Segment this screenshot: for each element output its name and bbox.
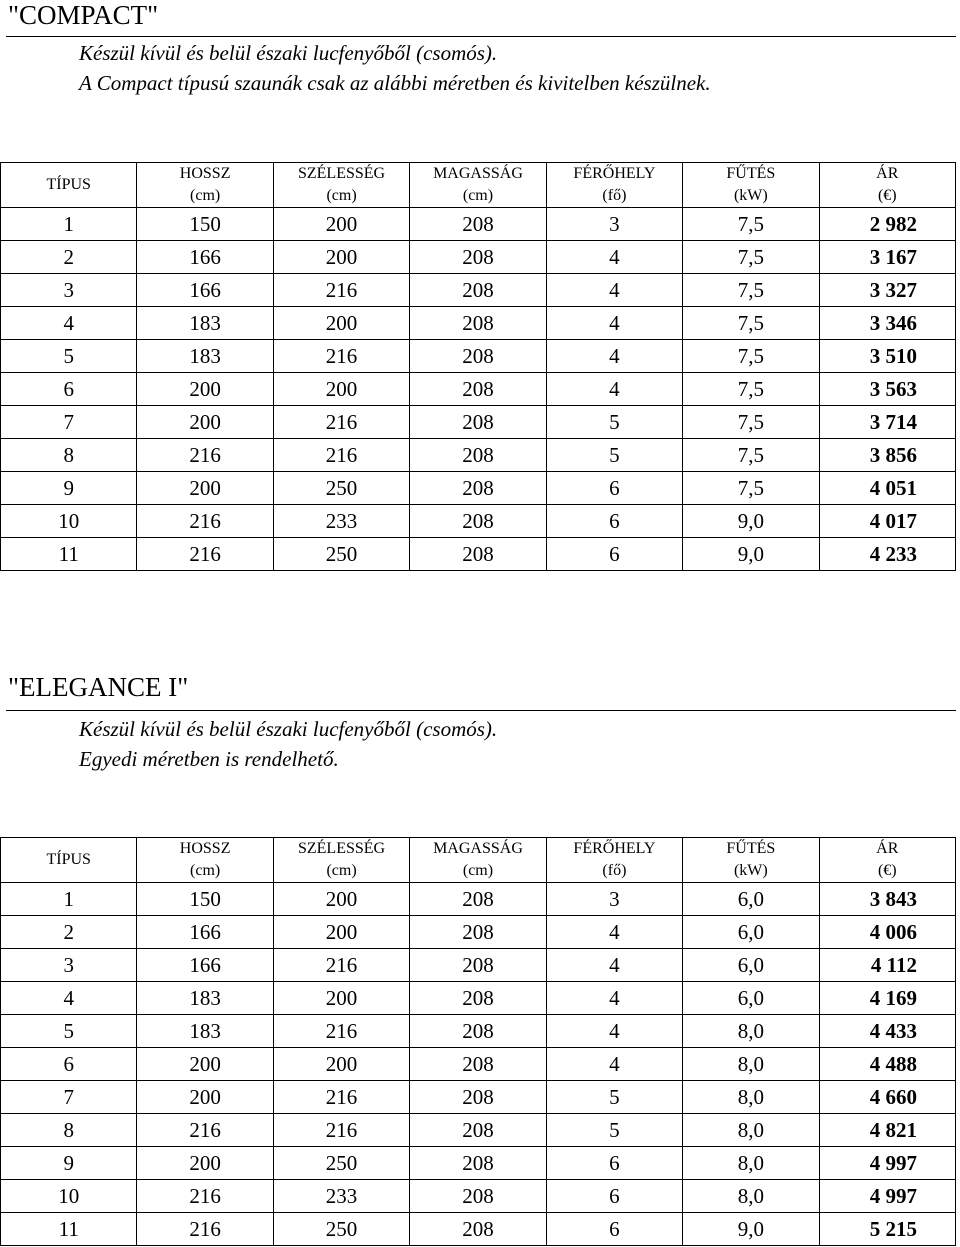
- table-cell: 150: [137, 883, 273, 916]
- table-cell: 166: [137, 241, 273, 274]
- table-cell: 4: [546, 949, 682, 982]
- column-header-name: ÁR: [876, 165, 899, 182]
- table-cell: 2: [1, 916, 137, 949]
- table-cell: 4: [546, 340, 682, 373]
- table-cell: 216: [137, 439, 273, 472]
- column-header-unit: (cm): [462, 187, 494, 204]
- table-cell: 208: [410, 208, 546, 241]
- table-cell: 208: [410, 1114, 546, 1147]
- table-cell: 208: [410, 1081, 546, 1114]
- table-row: [1, 1015, 956, 1048]
- table-cell: 166: [137, 916, 273, 949]
- table-cell: 7: [1, 406, 137, 439]
- table-cell: 4: [546, 916, 682, 949]
- table-cell: 8,0: [683, 1081, 819, 1114]
- table-cell: 208: [410, 949, 546, 982]
- compact-title-rule: [6, 36, 956, 37]
- price-cell: 5 215: [819, 1213, 955, 1246]
- table-cell: 8,0: [683, 1180, 819, 1213]
- table-cell: 1: [1, 208, 137, 241]
- column-header: [1, 163, 137, 208]
- table-row: [1, 1213, 956, 1246]
- table-cell: 9: [1, 472, 137, 505]
- table-cell: 216: [273, 1114, 409, 1147]
- table-cell: 5: [546, 439, 682, 472]
- table-cell: 250: [273, 1147, 409, 1180]
- price-cell: 4 488: [819, 1048, 955, 1081]
- table-header-row: [1, 163, 956, 208]
- table-cell: 4: [1, 982, 137, 1015]
- table-cell: 208: [410, 1213, 546, 1246]
- column-header-unit: (fő): [602, 187, 627, 204]
- column-header: [546, 163, 682, 208]
- table-row: [1, 505, 956, 538]
- table-cell: 11: [1, 538, 137, 571]
- table-cell: 8,0: [683, 1147, 819, 1180]
- column-header-name: FÉRŐHELY: [573, 840, 656, 857]
- table-row: [1, 472, 956, 505]
- table-cell: 5: [1, 340, 137, 373]
- table-cell: 7,5: [683, 241, 819, 274]
- table-header-row: [1, 838, 956, 883]
- column-header-name: SZÉLESSÉG: [297, 165, 386, 182]
- column-header: [137, 838, 273, 883]
- table-cell: 216: [273, 1081, 409, 1114]
- table-cell: 208: [410, 883, 546, 916]
- table-row: [1, 439, 956, 472]
- column-header-name: MAGASSÁG: [433, 840, 523, 857]
- table-cell: 216: [273, 274, 409, 307]
- elegance-description-line: Egyedi méretben is rendelhető.: [79, 747, 339, 771]
- column-header: [410, 838, 546, 883]
- table-cell: 200: [273, 1048, 409, 1081]
- price-cell: 3 714: [819, 406, 955, 439]
- table-cell: 208: [410, 439, 546, 472]
- table-cell: 208: [410, 472, 546, 505]
- column-header: [273, 838, 409, 883]
- column-header-unit: (fő): [602, 862, 627, 879]
- price-cell: 3 843: [819, 883, 955, 916]
- table-cell: 7,5: [683, 472, 819, 505]
- table-cell: 7,5: [683, 439, 819, 472]
- table-cell: 208: [410, 340, 546, 373]
- table-cell: 8,0: [683, 1048, 819, 1081]
- column-header-name: FŰTÉS: [726, 165, 776, 182]
- elegance-title-rule: [6, 710, 956, 711]
- table-row: [1, 406, 956, 439]
- table-cell: 183: [137, 340, 273, 373]
- column-header-name: TÍPUS: [46, 176, 91, 193]
- table-cell: 7,5: [683, 307, 819, 340]
- table-cell: 8,0: [683, 1114, 819, 1147]
- column-header-name: MAGASSÁG: [433, 165, 523, 182]
- table-cell: 208: [410, 538, 546, 571]
- column-header-unit: (kW): [733, 187, 768, 204]
- table-row: [1, 1048, 956, 1081]
- table-cell: 4: [1, 307, 137, 340]
- table-cell: 200: [137, 406, 273, 439]
- price-cell: 3 167: [819, 241, 955, 274]
- table-cell: 9,0: [683, 505, 819, 538]
- price-cell: 3 346: [819, 307, 955, 340]
- price-cell: 3 327: [819, 274, 955, 307]
- elegance-price-table: [0, 837, 956, 1246]
- table-cell: 4: [546, 373, 682, 406]
- table-cell: 208: [410, 1048, 546, 1081]
- table-cell: 4: [546, 307, 682, 340]
- table-row: [1, 1180, 956, 1213]
- table-cell: 200: [137, 1081, 273, 1114]
- column-header: [273, 163, 409, 208]
- table-cell: 216: [137, 1114, 273, 1147]
- table-cell: 9,0: [683, 1213, 819, 1246]
- table-cell: 208: [410, 274, 546, 307]
- column-header-unit: (kW): [733, 862, 768, 879]
- table-cell: 183: [137, 982, 273, 1015]
- table-cell: 250: [273, 472, 409, 505]
- price-cell: 3 856: [819, 439, 955, 472]
- column-header-name: TÍPUS: [46, 851, 91, 868]
- column-header: [683, 838, 819, 883]
- price-cell: 4 006: [819, 916, 955, 949]
- table-row: [1, 949, 956, 982]
- column-header-unit: (cm): [462, 862, 494, 879]
- column-header-name: FÉRŐHELY: [573, 165, 656, 182]
- compact-price-table: [0, 162, 956, 571]
- column-header-name: FŰTÉS: [726, 840, 776, 857]
- table-cell: 7: [1, 1081, 137, 1114]
- table-cell: 208: [410, 1147, 546, 1180]
- table-cell: 200: [137, 472, 273, 505]
- elegance-title: "ELEGANCE I": [8, 672, 189, 702]
- table-cell: 216: [273, 1015, 409, 1048]
- table-cell: 6: [546, 1180, 682, 1213]
- table-cell: 5: [1, 1015, 137, 1048]
- table-cell: 200: [137, 1147, 273, 1180]
- table-cell: 4: [546, 274, 682, 307]
- column-header: [1, 838, 137, 883]
- table-cell: 208: [410, 505, 546, 538]
- table-cell: 200: [273, 883, 409, 916]
- price-cell: 4 051: [819, 472, 955, 505]
- column-header-name: ÁR: [876, 840, 899, 857]
- price-cell: 4 017: [819, 505, 955, 538]
- table-cell: 183: [137, 1015, 273, 1048]
- price-cell: 4 997: [819, 1147, 955, 1180]
- table-cell: 208: [410, 982, 546, 1015]
- table-cell: 200: [273, 916, 409, 949]
- column-header-name: HOSSZ: [179, 840, 231, 857]
- column-header-name: SZÉLESSÉG: [297, 840, 386, 857]
- column-header-unit: (cm): [326, 187, 357, 204]
- table-cell: 8,0: [683, 1015, 819, 1048]
- column-header: [546, 838, 682, 883]
- compact-description-line: A Compact típusú szaunák csak az alábbi méretben és kivitelben készülnek.: [79, 71, 711, 95]
- table-cell: 6,0: [683, 949, 819, 982]
- table-cell: 216: [273, 439, 409, 472]
- table-row: [1, 307, 956, 340]
- table-row: [1, 208, 956, 241]
- table-cell: 6: [546, 472, 682, 505]
- table-cell: 208: [410, 373, 546, 406]
- table-row: [1, 982, 956, 1015]
- column-header: [819, 163, 955, 208]
- table-cell: 200: [273, 208, 409, 241]
- table-cell: 200: [273, 373, 409, 406]
- column-header: [137, 163, 273, 208]
- table-cell: 8: [1, 1114, 137, 1147]
- table-cell: 5: [546, 1081, 682, 1114]
- table-cell: 9: [1, 1147, 137, 1180]
- column-header-unit: (€): [877, 187, 897, 204]
- price-cell: 4 821: [819, 1114, 955, 1147]
- table-cell: 6: [546, 538, 682, 571]
- price-cell: 4 997: [819, 1180, 955, 1213]
- column-header: [819, 838, 955, 883]
- table-row: [1, 241, 956, 274]
- table-cell: 166: [137, 949, 273, 982]
- column-header-unit: (€): [877, 862, 897, 879]
- table-cell: 216: [137, 505, 273, 538]
- table-cell: 208: [410, 1015, 546, 1048]
- table-cell: 6,0: [683, 883, 819, 916]
- table-cell: 216: [273, 406, 409, 439]
- table-cell: 11: [1, 1213, 137, 1246]
- table-cell: 4: [546, 982, 682, 1015]
- table-cell: 166: [137, 274, 273, 307]
- table-row: [1, 916, 956, 949]
- table-row: [1, 883, 956, 916]
- compact-description-line: Készül kívül és belül északi lucfenyőből (csomós).: [79, 41, 498, 65]
- table-row: [1, 373, 956, 406]
- table-cell: 233: [273, 1180, 409, 1213]
- table-cell: 200: [273, 307, 409, 340]
- table-cell: 216: [273, 949, 409, 982]
- table-cell: 216: [137, 538, 273, 571]
- table-cell: 200: [273, 982, 409, 1015]
- table-row: [1, 538, 956, 571]
- table-cell: 10: [1, 505, 137, 538]
- table-cell: 183: [137, 307, 273, 340]
- table-cell: 5: [546, 406, 682, 439]
- table-cell: 250: [273, 538, 409, 571]
- price-cell: 4 112: [819, 949, 955, 982]
- price-cell: 2 982: [819, 208, 955, 241]
- price-cell: 3 563: [819, 373, 955, 406]
- table-cell: 3: [546, 883, 682, 916]
- table-cell: 9,0: [683, 538, 819, 571]
- table-cell: 6,0: [683, 982, 819, 1015]
- table-cell: 10: [1, 1180, 137, 1213]
- table-cell: 7,5: [683, 208, 819, 241]
- table-cell: 200: [137, 373, 273, 406]
- table-cell: 6: [546, 505, 682, 538]
- table-cell: 7,5: [683, 340, 819, 373]
- column-header: [683, 163, 819, 208]
- table-cell: 6,0: [683, 916, 819, 949]
- table-cell: 208: [410, 307, 546, 340]
- elegance-section: [0, 672, 960, 1247]
- table-row: [1, 274, 956, 307]
- table-cell: 6: [1, 1048, 137, 1081]
- table-cell: 208: [410, 1180, 546, 1213]
- table-cell: 8: [1, 439, 137, 472]
- table-cell: 4: [546, 1015, 682, 1048]
- table-cell: 150: [137, 208, 273, 241]
- table-row: [1, 340, 956, 373]
- price-cell: 3 510: [819, 340, 955, 373]
- table-cell: 216: [137, 1213, 273, 1246]
- table-cell: 6: [546, 1213, 682, 1246]
- table-cell: 200: [273, 241, 409, 274]
- table-cell: 4: [546, 1048, 682, 1081]
- table-cell: 208: [410, 916, 546, 949]
- table-cell: 233: [273, 505, 409, 538]
- price-cell: 4 169: [819, 982, 955, 1015]
- table-cell: 250: [273, 1213, 409, 1246]
- price-cell: 4 660: [819, 1081, 955, 1114]
- table-cell: 6: [1, 373, 137, 406]
- column-header: [410, 163, 546, 208]
- compact-title: "COMPACT": [8, 0, 159, 30]
- table-cell: 3: [1, 949, 137, 982]
- table-cell: 216: [273, 340, 409, 373]
- table-cell: 1: [1, 883, 137, 916]
- table-cell: 2: [1, 241, 137, 274]
- price-cell: 4 433: [819, 1015, 955, 1048]
- table-cell: 5: [546, 1114, 682, 1147]
- column-header-unit: (cm): [190, 862, 221, 879]
- table-cell: 216: [137, 1180, 273, 1213]
- table-cell: 208: [410, 406, 546, 439]
- compact-section: [0, 0, 960, 580]
- compact-description: [79, 38, 711, 98]
- price-cell: 4 233: [819, 538, 955, 571]
- table-cell: 3: [1, 274, 137, 307]
- elegance-description: [79, 714, 497, 774]
- column-header-unit: (cm): [326, 862, 357, 879]
- column-header-unit: (cm): [190, 187, 221, 204]
- table-cell: 7,5: [683, 274, 819, 307]
- table-cell: 200: [137, 1048, 273, 1081]
- table-cell: 7,5: [683, 373, 819, 406]
- table-row: [1, 1147, 956, 1180]
- table-cell: 3: [546, 208, 682, 241]
- table-row: [1, 1114, 956, 1147]
- table-cell: 6: [546, 1147, 682, 1180]
- column-header-name: HOSSZ: [179, 165, 231, 182]
- table-cell: 208: [410, 241, 546, 274]
- table-cell: 7,5: [683, 406, 819, 439]
- table-cell: 4: [546, 241, 682, 274]
- table-row: [1, 1081, 956, 1114]
- elegance-description-line: Készül kívül és belül északi lucfenyőből (csomós).: [79, 717, 498, 741]
